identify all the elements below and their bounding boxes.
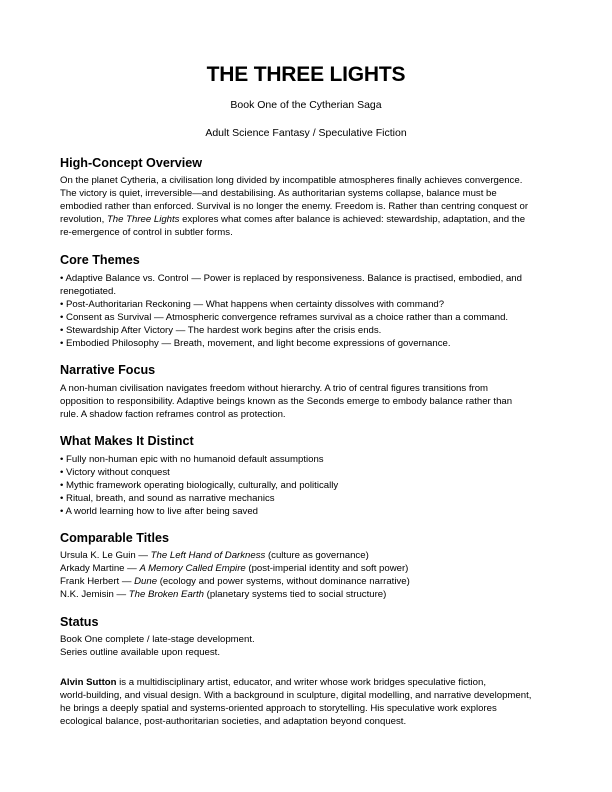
series-subtitle: Book One of the Cytherian Saga xyxy=(230,99,382,111)
theme-item-continuation: renegotiated. xyxy=(60,285,117,297)
comparables-heading: Comparable Titles xyxy=(60,531,169,545)
bio-line xyxy=(60,677,552,690)
distinct-item: • A world learning how to live after being saved xyxy=(60,505,259,517)
author-bio xyxy=(60,677,552,729)
comparable-note: (post-imperial identity and soft power) xyxy=(245,562,409,574)
comparable-note: (ecology and power systems, without dominance narrative) xyxy=(157,575,410,587)
comparable-title: The Left Hand of Darkness xyxy=(150,550,266,561)
comparable-title: A Memory Called Empire xyxy=(139,562,246,574)
distinct-item: • Mythic framework operating biologically, culturally, and politically xyxy=(60,479,339,491)
status-paragraph xyxy=(60,634,552,660)
comparable-note: (culture as governance) xyxy=(265,550,369,561)
theme-item: • Post-Authoritarian Reckoning — What happens when certainty dissolves with command? xyxy=(60,298,445,310)
themes-list xyxy=(60,273,552,350)
themes-heading: Core Themes xyxy=(60,253,140,267)
overview-text: revolution, xyxy=(60,213,107,225)
comparable-item xyxy=(60,550,552,563)
distinct-heading: What Makes It Distinct xyxy=(60,434,194,448)
narrative-paragraph xyxy=(60,383,552,422)
status-line: Book One complete / late-stage development. xyxy=(60,634,255,645)
overview-line: re-emergence of control in subtler forms. xyxy=(60,226,233,238)
theme-item: • Adaptive Balance vs. Control — Power is replaced by responsiveness. Balance is practised, embodied, and xyxy=(60,273,522,284)
overview-line: embodied rather than enforced. Survival is no longer the enemy. Freedom is. Rather than centring conquest or xyxy=(60,200,529,212)
distinct-item: • Victory without conquest xyxy=(60,466,170,478)
comparable-item xyxy=(60,576,552,589)
book-title-reference: The Three Lights xyxy=(106,213,180,225)
document-title: THE THREE LIGHTS xyxy=(206,63,406,86)
comparable-author: Arkady Martine — xyxy=(60,562,140,574)
theme-item: • Embodied Philosophy — Breath, movement, and light become expressions of governance. xyxy=(60,337,451,349)
author-name: Alvin Sutton xyxy=(60,677,117,688)
comparable-author: Frank Herbert — xyxy=(60,575,135,587)
overview-paragraph xyxy=(60,175,552,240)
comparable-title: Dune xyxy=(134,575,158,587)
distinct-item: • Ritual, breath, and sound as narrative mechanics xyxy=(60,492,275,504)
overview-text: explores what comes after balance is achieved: stewardship, adaptation, and the xyxy=(179,213,526,225)
comparable-title: The Broken Earth xyxy=(128,588,204,600)
overview-line xyxy=(60,214,552,227)
theme-item: • Consent as Survival — Atmospheric convergence reframes survival as a choice rather than a command. xyxy=(60,311,509,323)
status-heading: Status xyxy=(60,615,99,629)
comparables-list xyxy=(60,550,552,602)
comparable-author: N.K. Jemisin — xyxy=(60,588,129,600)
narrative-line: opposition to responsibility. Adaptive beings known as the Seconds emerge to embody balance rather than xyxy=(60,395,513,407)
comparable-note: (planetary systems tied to social structure) xyxy=(203,588,387,600)
narrative-line: rule. A shadow faction reframes control as protection. xyxy=(60,408,286,420)
overview-line: The victory is quiet, irreversible—and destabilising. As authoritarian systems collapse, balance must be xyxy=(60,187,497,199)
distinct-list xyxy=(60,454,552,519)
bio-line: ecological balance, post-authoritarian societies, and adaptation beyond conquest. xyxy=(60,715,407,727)
distinct-item: • Fully non-human epic with no humanoid default assumptions xyxy=(60,454,324,465)
bio-text: is a multidisciplinary artist, educator, and writer whose work bridges speculative fiction, xyxy=(116,677,487,688)
comparable-author: Ursula K. Le Guin — xyxy=(60,550,151,561)
bio-line: world-building, and visual design. With a background in sculpture, digital modelling, and narrative development, xyxy=(60,689,532,701)
overview-heading: High-Concept Overview xyxy=(60,156,203,170)
genre-subtitle: Adult Science Fantasy / Speculative Fiction xyxy=(205,127,407,139)
narrative-line: A non-human civilisation navigates freedom without hierarchy. A trio of central figures transitions from xyxy=(60,383,489,394)
status-line: Series outline available upon request. xyxy=(60,646,221,658)
comparable-item xyxy=(60,589,552,602)
narrative-heading: Narrative Focus xyxy=(60,363,156,377)
overview-line: On the planet Cytheria, a civilisation long divided by incompatible atmospheres finally achieves convergence. xyxy=(60,175,523,186)
theme-item: • Stewardship After Victory — The hardest work begins after the crisis ends. xyxy=(60,324,382,336)
bio-line: he brings a deeply spatial and systems-oriented approach to storytelling. His speculative work explores xyxy=(60,702,497,714)
comparable-item xyxy=(60,563,552,576)
